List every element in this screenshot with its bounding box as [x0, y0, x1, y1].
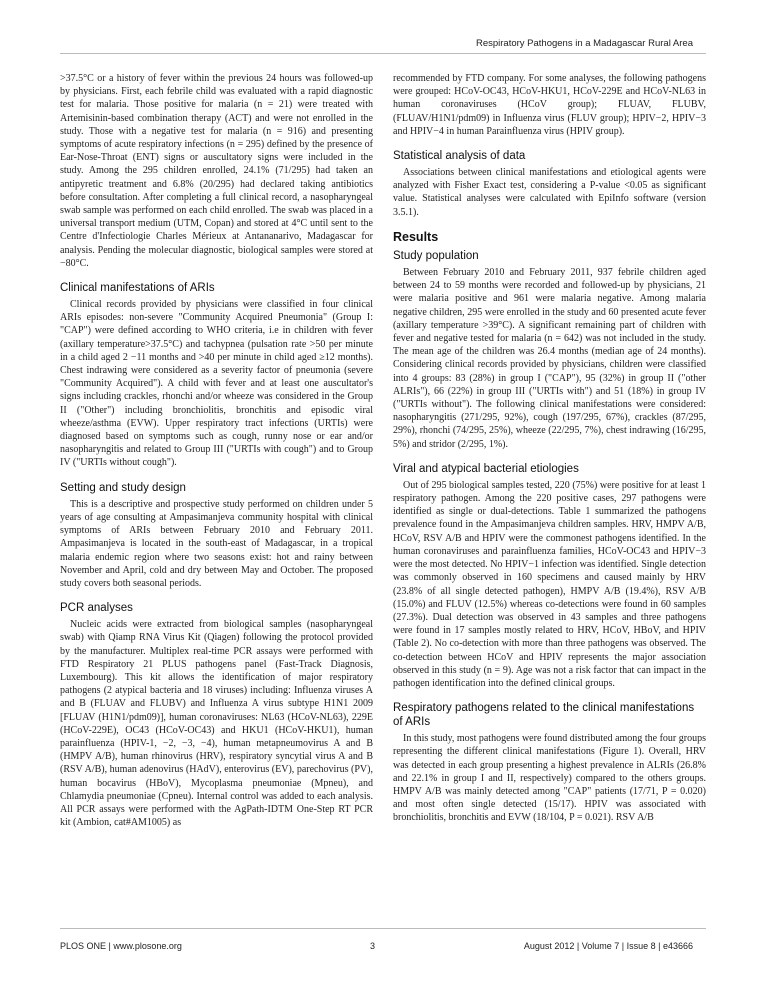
footer-journal: PLOS ONE | www.plosone.org — [60, 941, 182, 951]
header-divider — [60, 53, 706, 54]
related-paragraph: In this study, most pathogens were found distributed among the four groups representing the different clinical manifestations (Figure 1). Overall, HRV was detected in each group presenting a highest prevalence in ALRIs (26.8% and 22.1% in group I and II, respectively) compared to the others groups. HMPV A/B was mainly detected among "CAP" patients (17/71, P = 0.020) and most often single detected (15/17). HPIV was associated with bronchiolitis, bronchitis and EVW (18/104, P = 0.021). RSV A/B — [393, 733, 706, 824]
left-column — [60, 72, 373, 829]
population-heading: Study population — [393, 250, 479, 263]
setting-paragraph: This is a descriptive and prospective study performed on children under 5 years of age consulting at Ampasimanjeva community hospital with clinical symptoms of ARIs between February 2010 and February 2011. Ampasimanjeva is located in the south-east of Madagascar, in a tropical malaria endemic region where two seasons exist: hot and rainy between November and April, cold and dry between May and October. The proposed study covers both seasonal periods. — [60, 498, 373, 589]
right-column — [393, 72, 706, 825]
related-heading: Respiratory pathogens related to the clinical manifestations of ARIs — [393, 702, 695, 729]
clinical-heading: Clinical manifestations of ARIs — [60, 282, 215, 295]
continued-paragraph: recommended by FTD company. For some analyses, the following pathogens were grouped: HCoV-OC43, HCoV-HKU1, HCoV-229E and HCoV-NL63 in human coronaviruses (HCoV group); FLUAV, FLUBV, (FLUAV/H1N1/pdm09) in Influenza virus (FLUV group); HPIV−2, HPIV−3 and HPIV−4 in human Parainfluenza virus (HPIV group). — [393, 73, 706, 137]
clinical-paragraph: Clinical records provided by physicians were classified in four clinical ARIs episodes: non-severe "Community Acquired Pneumonia" (Group I: "CAP") were defined according to WHO criteria, i.e in children with fever (axillary temperature>37.5°C) and tachypnea (pulsation rate >50 per minute in a child aged 2 −11 months and >40 per minute in child aged ≥12 months). Chest indrawing were considered as a severity factor of pneumonia (severe "Community Acquired"). A child with fever and at least one auscultator's signs including crackles, rhonchi and/or wheeze was considered in the Group II ("Other") including bronchiolitis, bronchitis and episodic viral wheeze/asthma (EVW). Upper respiratory tract infections (URTIs) were diagnosed based on symptoms such as cough, runny nose or ear and/or nasopharyngitis and related to Group III ("URTIs with cough") and to Group IV ("URTIs without cough"). — [60, 299, 373, 469]
intro-paragraph: >37.5°C or a history of fever within the previous 24 hours was followed-up by physicians. First, each febrile child was evaluated with a rapid diagnostic test for malaria. Those positive for malaria (n = 21) were treated with Artemisinin-based combination therapy (ACT) and were not enrolled in the study. Those with a negative test for malaria (n = 916) and presenting symptoms of acute respiratory infections (n = 295) defined by the presence of Ear-Nose-Throat (ENT) signs or auscultatory signs were included in the study. Among the 295 children enrolled, 24.1% (71/295) had taken an antipyretic treatment and 6.8% (20/295) had declared taking antibiotics before consultation. After completing a full clinical record, a nasopharyngeal swab sample was performed on each child enrolled. The swab was placed in a universal transport medium (UTM, Copan) and stored at 4°C until sent to the Centre d'Infectiologie Charles Mérieux at Antananarivo, Madagascar for analysis. Pending the molecular diagnostic, biological samples were stored at −80°C. — [60, 73, 373, 269]
results-heading: Results — [393, 229, 439, 244]
pcr-heading: PCR analyses — [60, 602, 133, 615]
viral-paragraph: Out of 295 biological samples tested, 220 (75%) were positive for at least 1 respiratory pathogen. Among the 220 positive cases, 297 pathogens were identified as single or dual-detections. Table 1 summarized the pathogens prevalence found in the Ampasimanjeva children samples. HRV, HMPV A/B, HCoV, RSV A/B and HPIV were the commonest pathogens identified. In the human coronaviruses and parainfluenza families, HCoV-OC43 and HPIV−3 were the most detected. No HPIV−1 infection was identified. Single detection was commonly observed in 160 specimens and caused mainly by HRV (23.8% of all single detected pathogen), HMPV A/B (19.4%), RSV A/B (15.0%) and FLUV (12.5%) whereas co-detections were found in 60 samples (27.3%). Dual detection was observed in 43 samples and three pathogens were found in 17 samples mostly related to HRV, HCoV, HBoV, and HPIV (Table 2). No co-detection with more than three pathogens was observed. The co-detection between HCoV and HPIV represents the major association observed in this study (n = 9). Age was not a risk factor that can impact in the pathogen identification into the defined clinical groups. — [393, 479, 706, 689]
stats-paragraph: Associations between clinical manifestations and etiological agents were analyzed with Fisher Exact test, considering a P-value <0.05 as significant value. Statistical analyses were calculated with EpiInfo software (version 3.5.1). — [393, 167, 706, 218]
viral-heading: Viral and atypical bacterial etiologies — [393, 462, 579, 475]
stats-heading: Statistical analysis of data — [393, 150, 526, 163]
footer-page-number: 3 — [370, 941, 376, 951]
footer-divider — [60, 928, 706, 929]
footer-issue: August 2012 | Volume 7 | Issue 8 | e43666 — [523, 941, 693, 951]
running-head: Respiratory Pathogens in a Madagascar Rural Area — [475, 38, 693, 49]
pcr-paragraph: Nucleic acids were extracted from biological samples (nasopharyngeal swab) with Qiamp RNA Virus Kit (Qiagen) following the protocol provided by the manufacturer. Multiplex real-time PCR assays were performed with FTD Respiratory 21 PLUS pathogens panel (Fast-Track Diagnosis, Luxembourg). This kit allows the identification of major respiratory pathogens (2 atypical bacteria and 18 viruses) including: Influenza viruses A and B (FLUAV and FLUBV) and Influenza A virus subtype H1N1 2009 [FLUAV (H1N1/pdm09)], human coronaviruses: NL63 (HCoV-NL63), 229E (HCoV-229E), OC43 (HCoV-OC43) and HKU1 (HCoV-HKU1), human parainfluenza (HPIV-1, −2, −3, −4), human metapneumovirus A and B (HMPV A/B), human rhinovirus (HRV), respiratory syncytial virus A and B (RSV A/B), human adenovirus (HAdV), enterovirus (EV), parechovirus (PV), human bocavirus (HBoV), Mycoplasma pneumoniae (Mpneu), and Chlamydia pneumoniae (Cpneu). Internal control was added to each analysis. All PCR assays were performed with the AgPath-IDTM One-Step RT PCR kit (Ambion, cat#AM1005) as — [60, 619, 373, 829]
population-paragraph: Between February 2010 and February 2011, 937 febrile children aged between 24 to 59 months were recorded and followed-up by physicians, 21 were malaria positive and 961 were malaria negative. Among malaria negative children, 295 were enrolled in the study and 60 presented acute fever (axillary temperature >39°C). A significant remaining part of children with fever and negative tested for malaria (n = 642) was not included in the study. The mean age of the children was 26.4 months (median age of 24 months). Considering clinical records provided by physicians, children were classified into 4 groups: 83 (28%) in group I ("CAP"), 95 (32%) in group II ("other ALRIs"), 66 (22%) in group III ("URTIs with") and 51 (18%) in group IV ("URTIs without"). The following clinical manifestations were considered: nasopharyngitis (271/295, 92%), cough (197/295, 67%), crackles (87/295, 29%), rhonchi (74/295, 25%), wheeze (22/295, 7%), chest indrawing (16/295, 5%) and stridor (2/295, 1%). — [393, 267, 706, 450]
setting-heading: Setting and study design — [60, 481, 186, 494]
